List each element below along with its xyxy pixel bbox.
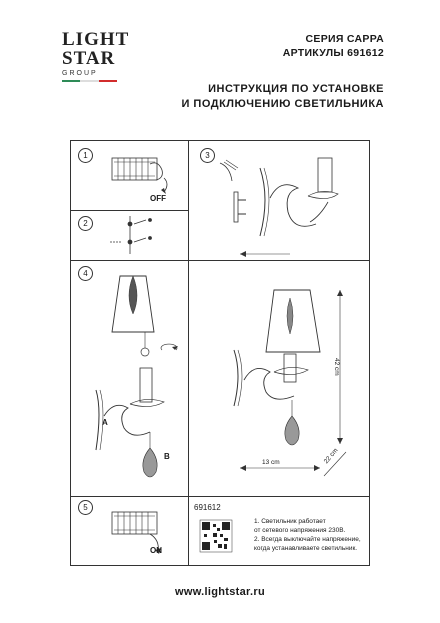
- off-label: OFF: [150, 194, 166, 203]
- logo-line2: STAR: [62, 48, 116, 69]
- panel-divider-v: [188, 140, 189, 566]
- qr-code: [200, 520, 232, 552]
- width-dimension-label: 13 cm: [262, 459, 280, 466]
- logo-line3: GROUP: [62, 70, 98, 77]
- note1-line2: от сетевого напряжения 230В.: [254, 527, 346, 534]
- series-label: СЕРИЯ САРРА: [305, 33, 384, 45]
- panel-divider-2: [70, 260, 370, 261]
- product-header: [283, 32, 384, 60]
- info-article: 691612: [194, 503, 221, 512]
- step-5-number: 5: [78, 500, 93, 515]
- panel-divider-3: [70, 496, 370, 497]
- step-2-number: 2: [78, 216, 93, 231]
- logo-line1: LIGHT: [62, 29, 130, 50]
- dimensions-illustration: [200, 272, 365, 494]
- step-4-number: 4: [78, 266, 93, 281]
- label-b: B: [164, 452, 170, 461]
- label-a: A: [102, 418, 108, 427]
- wall-mount-illustration: [200, 158, 365, 258]
- note2-line2: когда устанавливаете светильник.: [254, 545, 358, 552]
- screws-illustration: [108, 214, 178, 256]
- breaker-off-illustration: [100, 150, 180, 205]
- assembly-illustration: [82, 270, 187, 492]
- logo-flag-bar: [62, 80, 117, 82]
- on-label: ON: [150, 546, 162, 555]
- instruction-title-line2: И ПОДКЛЮЧЕНИЮ СВЕТИЛЬНИКА: [181, 98, 384, 110]
- note1-line1: 1. Светильник работает: [254, 518, 326, 525]
- brand-logo: [62, 30, 130, 82]
- panel-divider-1: [70, 210, 188, 211]
- info-notes: [254, 517, 361, 553]
- article-label: АРТИКУЛЫ 691612: [282, 47, 384, 59]
- footer-url[interactable]: www.lightstar.ru: [175, 586, 265, 598]
- instruction-title: [181, 82, 384, 112]
- step-1-number: 1: [78, 148, 93, 163]
- step-3-number: 3: [200, 148, 215, 163]
- note2-line1: 2. Всегда выключайте напряжение,: [254, 536, 361, 543]
- depth-dimension-label: 22 cm: [322, 447, 340, 466]
- breaker-on-illustration: [100, 504, 180, 559]
- height-dimension-label: 42 cm: [333, 358, 340, 376]
- instruction-title-line1: ИНСТРУКЦИЯ ПО УСТАНОВКЕ: [208, 83, 384, 95]
